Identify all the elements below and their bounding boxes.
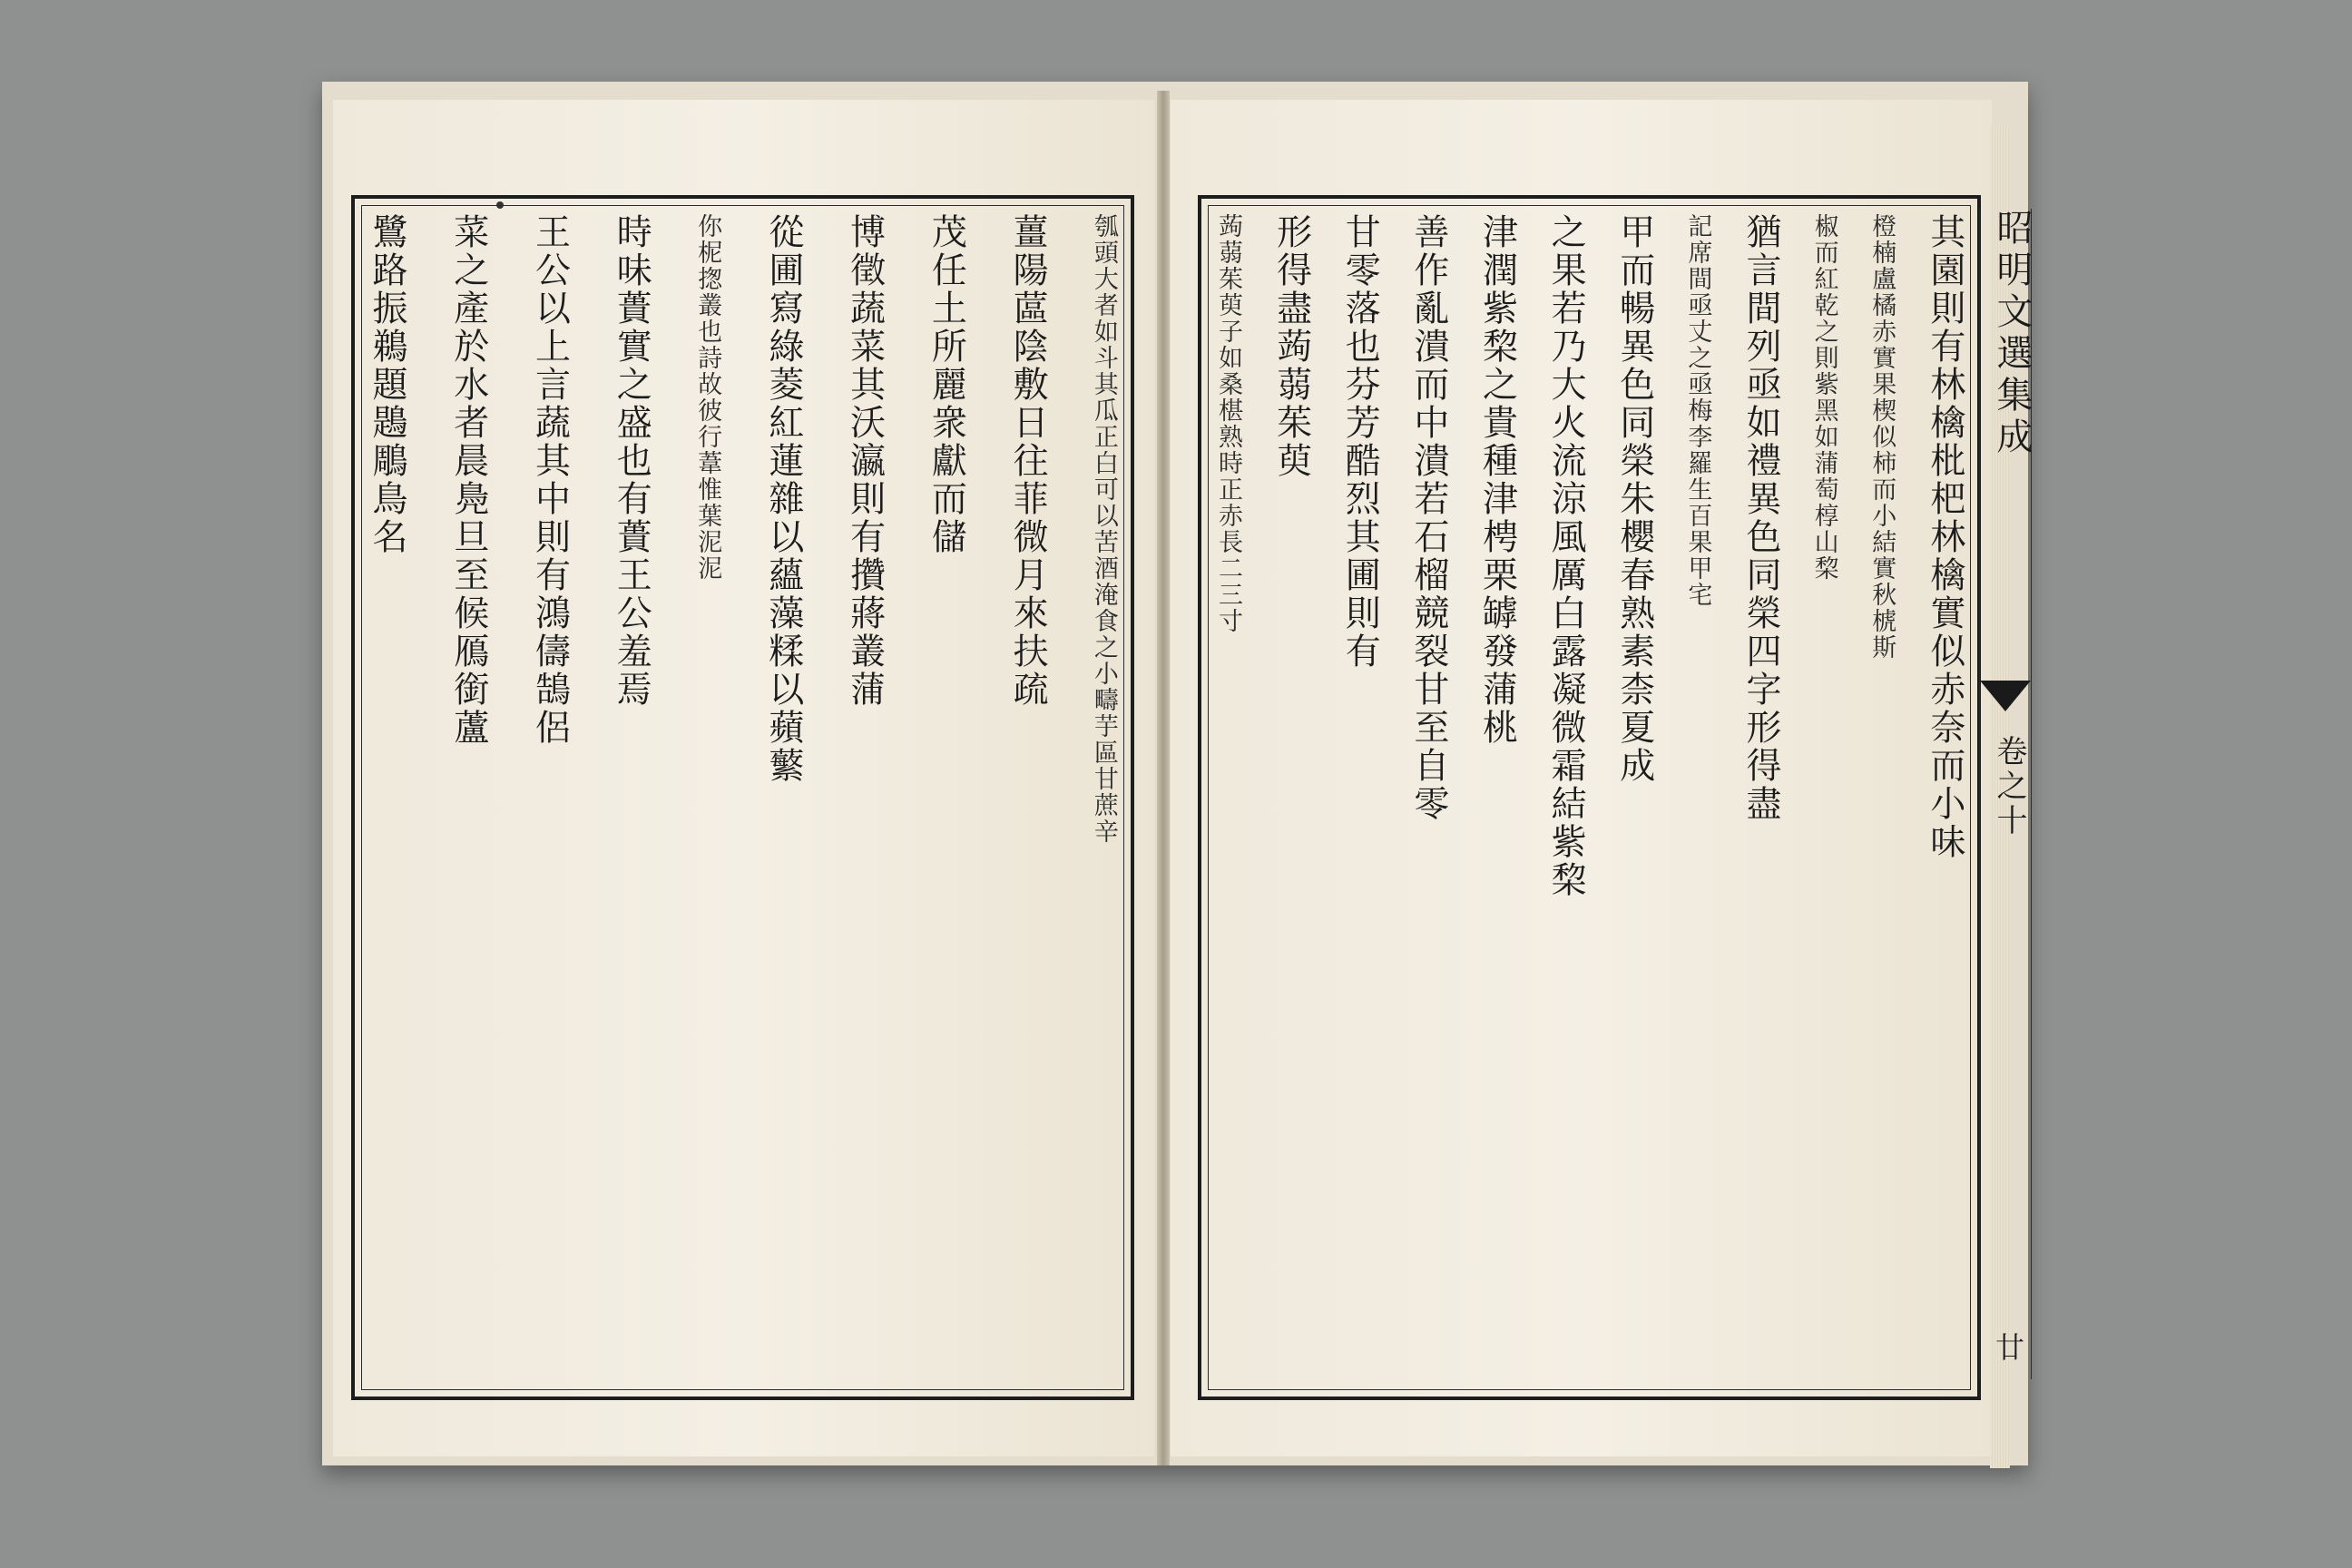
left-text-column: 茂任土所麗衆獻而儲 (926, 213, 967, 556)
right-text-columns (1216, 213, 1963, 1382)
right-text-column: 甘零落也芬芳酷烈其圃則有 (1339, 213, 1381, 671)
left-text-columns (369, 213, 1116, 1382)
right-text-column: 橙楠盧橘赤實果楔似柿而小結實秋椃斯 (1867, 213, 1896, 661)
right-text-column: 椒而紅乾之則紫黑如蒲萄椁山棃 (1809, 213, 1838, 582)
left-text-column: 王公以上言蔬其中則有鴻儔鵠侶 (529, 213, 571, 747)
left-text-column: 你柅揔叢也詩故彼行葦惟葉泥泥 (693, 213, 722, 582)
right-text-column: 形得盡蒟蒻茱萸 (1270, 213, 1312, 480)
right-text-column: 津潤紫棃之貴種津梬栗罅發蒲桃 (1476, 213, 1518, 747)
margin-column (1979, 209, 2032, 1379)
book-gutter (1157, 91, 1170, 1465)
left-text-column: 菜之產於水者晨鳧旦至候鴈銜蘆 (447, 213, 489, 747)
left-text-column: 鷺路振鵜題鶗鵰鳥名 (367, 213, 407, 556)
left-text-column: 時味蕢實之盛也有蕢王公羞焉 (611, 213, 652, 709)
left-page (333, 100, 1154, 1456)
right-text-frame (1198, 195, 1981, 1400)
right-text-column: 蒟蒻茱萸子如桑椹熟時正赤長二三寸 (1214, 213, 1242, 634)
left-text-column: 薑陽蓲陰敷日往菲微月來扶疏 (1007, 213, 1049, 709)
right-text-column: 其園則有林檎枇杷林檎實似赤奈而小味 (1924, 213, 1965, 861)
left-text-column: 從圃寫綠菱紅蓮雜以蘊藻糅以蘋蘩 (762, 213, 804, 785)
fish-tail-mark (1980, 681, 2031, 711)
right-text-column: 之果若乃大火流涼風厲白露凝微霜結紫棃 (1545, 213, 1587, 899)
right-text-column: 猶言間列亟如禮異色同榮四字形得盡 (1740, 213, 1781, 823)
left-text-column: 博徵蔬菜其沃瀛則有攢蔣叢蒲 (844, 213, 886, 709)
right-text-column: 甲而暢異色同榮朱櫻春熟素柰夏成 (1613, 213, 1655, 785)
left-text-column: 瓠頭大者如斗其瓜正白可以苦酒淹食之小疇芋區甘蔗辛 (1089, 213, 1118, 845)
margin-title: 昭明文選集成 (1991, 209, 2033, 459)
page-number: 廿 (1991, 1332, 2025, 1361)
juan-label: 卷之十 (1991, 735, 2027, 838)
open-book (322, 82, 2033, 1465)
right-page (1171, 100, 2033, 1456)
right-text-column: 善作亂潰而中潰若石榴競裂甘至自零 (1407, 213, 1449, 823)
left-text-frame (351, 195, 1134, 1400)
right-text-column: 記席間亟丈之亟梅李羅生百果甲宅 (1683, 213, 1712, 608)
